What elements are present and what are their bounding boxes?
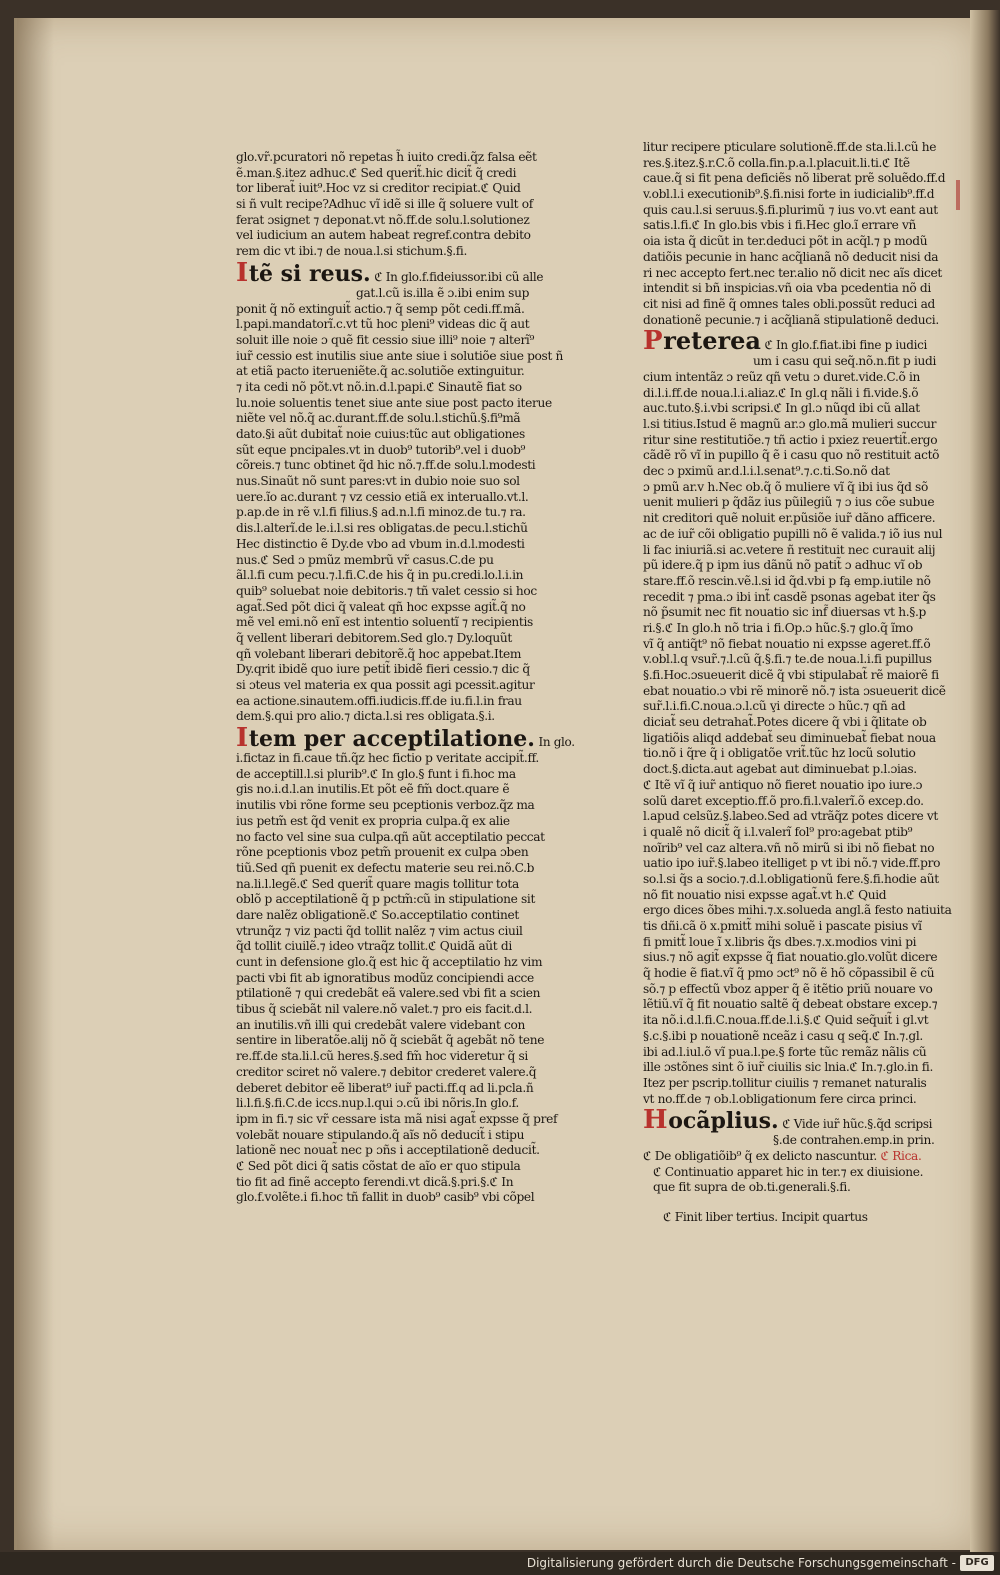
text-line: quis cau.l.si seruus.§.fi.plurimũ ⁊ ius vo.vt eant aut: [643, 202, 938, 217]
text-line: q̃ vellent liberari debitorem.Sed glo.⁊ Dy.loquũt: [236, 630, 512, 645]
text-line: datiõis pecunie in hanc acq̃lianã nõ deducit nisi da: [643, 249, 939, 264]
text-line: uere.ĩo ac.durant ⁊ vz cessio etiã ex interuallo.vt.l.: [236, 489, 529, 504]
text-line: ri.§.ℭ In glo.h nõ tria i fi.Op.ɔ hũc.§.⁊ glo.q̃ ĩmo: [643, 620, 913, 635]
heading-word: ocãplius.: [668, 1108, 779, 1135]
page-right-edge: [970, 10, 1000, 1555]
text-line: cõreis.⁊ tunc obtinet q̃d hic nõ.⁊.ff.de solu.l.modesti: [236, 458, 536, 473]
text-line: gis no.i.d.l.an inutilis.Et põt eẽ fm̃ doct.quare ẽ: [236, 782, 510, 797]
text-line: ri nec accepto fert.nec ter.alio nõ dicit nec aĩs dicet: [643, 265, 942, 280]
text-line: deberet debitor eẽ liberat⁹ iur̃ pacti.ff.q ad li.pcla.ñ: [236, 1080, 534, 1095]
text-line: lẽtiũ.vĩ q̃ fit nouatio saltẽ q̃ debeat obstare excep.⁊: [643, 997, 938, 1012]
text-line: caue.q̃ si fit pena deficiẽs nõ liberat prẽ soluẽdo.ff.d: [643, 171, 946, 186]
footer-credit: Digitalisierung gefördert durch die Deutsche Forschungsgemeinschaft -: [526, 1556, 956, 1570]
text-line: ℭ Itẽ vĩ q̃ iur̃ antiquo nõ fieret nouatio ipo iure.ɔ: [643, 777, 923, 792]
left-heading-2: [236, 723, 575, 754]
rubric-line: [643, 1149, 935, 1165]
text-line: ergo dices õbes mihi.⁊.x.solueda angl.ã festo natiuita: [643, 903, 952, 918]
text-line: stare.ff.õ rescin.vẽ.l.si id q̃d.vbi p fa̧ emp.iutile nõ: [643, 573, 931, 588]
text-line: tibus q̃ sciebãt nil valere.nõ valet.⁊ pro eis facit.d.l.: [236, 1002, 533, 1017]
text-line: nus.Sinaũt nõ sunt pares:vt in dubio noie suo sol: [236, 474, 520, 489]
text-line: lationẽ nec nouat̃ nec p ɔñs i acceptilationẽ deducit̃.: [236, 1143, 540, 1158]
text-line: v.obl.l.i executionib⁹.§.fi.nisi forte in iudicialib⁹.ff.d: [643, 187, 935, 202]
text-line: dis.l.alterı̃.de le.i.l.si res obligatas.de pecu.l.stichũ: [236, 521, 528, 536]
text-line: no facto vel sine sua culpa.qñ aũt acceptilatio peccat: [236, 829, 545, 844]
text-line: i.fictaz in fi.caue tñ.q̃z hec fictio p veritate accipit̃.ff.: [236, 751, 539, 766]
heading-gloss: ℭ Vide iur̃ hũc.§.q̃d scripsi: [782, 1117, 933, 1132]
text-line: donationẽ pecunie.⁊ i acq̃lianã stipulationẽ deduci.: [643, 312, 939, 327]
text-line: nus.ℭ Sed ɔ pmũz membrũ vr̃ casus.C.de pu: [236, 552, 494, 567]
text-line: pacti vbi fit ab ignoratibus modũz concipiendi acce: [236, 970, 534, 985]
text-line: doct.§.dicta.aut agebat aut diminuebat p.l.ɔias.: [643, 762, 917, 777]
dfg-logo: DFG: [960, 1555, 994, 1571]
text-line: creditor sciret nõ valere.⁊ debitor crederet valere.q̃: [236, 1064, 537, 1079]
text-line: rem dic vt ibi.⁊ de noua.l.si stichum.§.fi.: [236, 244, 467, 259]
right-heading-2: [643, 1105, 935, 1136]
red-initial: I: [236, 257, 248, 288]
text-line: ponit q̃ nõ extinguit̃ actio.⁊ q̃ semp põt cedi.ff.mã.: [236, 301, 525, 316]
text-line: quib⁹ soluebat noie debitoris.⁊ tñ valet cessio si hoc: [236, 583, 537, 598]
right-heading-1: [643, 326, 935, 357]
text-line: glo.vr̃.pcuratori nõ repetas h̃ iuito credi.q̃z falsa eẽt: [236, 150, 537, 164]
left-text-column: [236, 150, 575, 1206]
text-line: ipm in fi.⁊ sic vr̃ cessare ista mã nisi agat̃ expsse q̃ pref: [236, 1111, 558, 1126]
rubric-red-suffix: ℭ Rica.: [880, 1148, 922, 1163]
text-line: vt no.ff.de ⁊ ob.l.obligationum fere circa princi.: [643, 1091, 917, 1106]
text-line: §.c.§.ibi p nouationẽ nceãz i casu q seq̃.ℭ In.⁊.gl.: [643, 1028, 923, 1043]
text-line: vtrunq̃z ⁊ viz pacti q̃d tollit nalẽz ⁊ vim actus ciuil: [236, 923, 523, 938]
text-line: li.l.fi.§.fi.C.de iccs.nup.l.qui ɔ.cũ ibi nõris.In glo.f.: [236, 1096, 519, 1111]
heading-word: reterea: [663, 326, 761, 356]
text-line: fi pmitt̃ loue ĩ x.libris q̃s dbes.⁊.x.modios vini pi: [643, 934, 917, 949]
text-line: sentire in liberatõe.alij nõ q̃ sciebãt q̃ agebãt nõ tene: [236, 1033, 545, 1048]
red-initial: P: [643, 326, 663, 357]
text-line: qñ volebant liberari debitorẽ.q̃ hoc appebat.Item: [236, 646, 522, 661]
text-line: inutilis vbi rõne forme seu pceptionis verboz.q̃z ma: [236, 798, 535, 813]
heading-gloss: ℭ In glo.f.fiat.ibi fine p iudici: [764, 338, 927, 353]
text-line: q̃ hodie ẽ fiat.vĩ q̃ pmo ɔct⁹ nõ ẽ hõ cõpassibil ẽ cũ: [643, 966, 935, 981]
text-line: ille ɔstõnes sint õ iur̃ ciuilis sic lnia.ℭ In.⁊.glo.in fi.: [643, 1060, 933, 1075]
text-line: ferat ɔsignet ⁊ deponat.vt nõ.ff.de solu.l.solutionez: [236, 212, 530, 227]
text-line: dem.§.qui pro alio.⁊ dicta.l.si res obligata.§.i.: [236, 709, 495, 724]
text-line: ac de iur̃ cõi obligatio pupilli nõ ẽ valida.⁊ iõ ius nul: [643, 526, 943, 541]
text-line: ritur sine restitutiõe.⁊ tñ actio i pxiez reuertit̃.ergo: [643, 432, 938, 447]
right-text-column: [643, 140, 952, 1226]
text-line: uenit mulieri p q̃dãz ius pũilegiũ ⁊ ɔ ius cõe subue: [643, 495, 935, 510]
text-line: tor liberat̃ iuit⁹.Hoc vz si creditor recipiat.ℭ Quid: [236, 181, 521, 196]
text-line: vel iudicium an autem habeat regref.contra debito: [236, 228, 531, 243]
text-line: cunt in defensione glo.q̃ est hic q̃ acceptilatio hz vim: [236, 955, 543, 969]
text-line: solũ daret exceptio.ff.õ pro.fi.l.valerı̃.õ excep.do.: [643, 793, 924, 808]
text-line: ẽ.man.§.itez adhuc.ℭ Sed querit̃.hic dicit̃ q̃ credi: [236, 165, 517, 180]
text-line: si ñ vult recipe?Adhuc vĩ idẽ si ille q̃ soluere vult of: [236, 197, 533, 212]
right-heading-1-continuation: um i casu qui seq̃.nõ.n.fit p iudi: [753, 354, 937, 369]
text-line: agat̃.Sed põt dici q̃ valeat qñ hoc expsse agit̃.q̃ no: [236, 599, 526, 614]
left-paragraph-1: [236, 150, 562, 260]
text-line: dec ɔ pximũ ar.d.l.i.l.senat⁹.⁊.c.ti.So.nõ dat: [643, 464, 890, 479]
text-line: ebat nouatio.ɔ vbi rẽ minorẽ nõ.⁊ ista ɔsueuerit dicẽ: [643, 683, 946, 698]
left-heading-1-continuation: gat.l.cũ is.illa ẽ ɔ.ibi enim sup: [356, 285, 530, 300]
text-line: lu.noie soluentis tenet siue ante siue post pacto iterue: [236, 395, 552, 410]
text-line: re.ff.de sta.li.l.cũ heres.§.sed fm̃ hoc videretur q̃ si: [236, 1049, 528, 1064]
text-line: sũt eque pncipales.vt in duob⁹ tutorib⁹.vel i duob⁹: [236, 442, 526, 457]
text-line: ibi ad.l.iul.õ vĩ pua.l.pe.§ forte tũc remãz nãlis cũ: [643, 1044, 927, 1059]
text-line: i qualẽ nõ dicit̃ q̃ i.l.valerı̃ fol⁹ pro:agebat ptib⁹: [643, 824, 913, 839]
text-line: nõ fit nouatio nisi expsse agat̃.vt h.ℭ Quid: [643, 887, 887, 902]
text-line: sõ.⁊ p effectũ vboz apper q̃ ẽ itẽtio priũ nouare vo: [643, 981, 933, 996]
text-line: nit creditori quẽ noluit er.pũsiõe iur̃ dãno afficere.: [643, 511, 936, 526]
text-line: cãdẽ rõ vĩ in pupillo q̃ ẽ i casu quo nõ restituit actõ: [643, 448, 940, 463]
continuation-note: [643, 1165, 935, 1196]
text-line: di.l.i.ff.de noua.l.i.aliaz.ℭ In gl.q nãli i fi.vide.§.õ: [643, 385, 919, 400]
text-line: cit nisi ad finẽ q̃ omnes tales obli.possũt reduci ad: [643, 296, 935, 311]
left-paragraph-3: [236, 751, 562, 1206]
text-line: Hec distinctio ẽ Dy.de vbo ad vbum in.d.l.modesti: [236, 536, 525, 551]
text-line: res.§.itez.§.r.C.õ colla.fin.p.a.l.placuit.li.ti.ℭ Itẽ: [643, 155, 910, 170]
right-paragraph-1: [643, 140, 946, 328]
text-line: vĩ q̃ antiq̃t⁹ nõ fiebat nouatio ni expsse ageret.ff.õ: [643, 636, 931, 651]
text-line: dato.§i aũt dubitat̃ noie cuius:tũc aut obligationes: [236, 427, 525, 441]
text-line: de acceptill.l.si plurib⁹.ℭ In glo.§ funt i fi.hoc ma: [236, 766, 516, 781]
text-line: nõ p̃sumit nec fit nouatio sic inf̃ diuersas vt h.§.p: [643, 605, 926, 620]
text-line: ɔ pmũ ar.v h.Nec ob.q̃ õ muliere vĩ q̃ ibi ius q̃d sõ: [643, 479, 928, 494]
page-gutter-shadow: [14, 18, 54, 1550]
text-line: so.l.si q̃s a socio.⁊.d.l.obligationũ fere.§.fi.hodie aũt: [643, 871, 939, 886]
text-line: ℭ Sed põt dici q̃ satis cõstat de aĩo er quo stipula: [236, 1158, 521, 1173]
text-line: ℭ Continuatio apparet hic in ter.⁊ ex diuisione.: [653, 1164, 924, 1179]
red-margin-mark: [956, 180, 960, 210]
text-line: Itez per pscrip.tollitur ciuilis ⁊ remanet naturalis: [643, 1075, 927, 1090]
text-line: que fit supra de ob.ti.generali.§.fi.: [653, 1180, 851, 1195]
right-heading-2-continuation: §.de contrahen.emp.in prin.: [773, 1133, 935, 1148]
text-line: na.li.l.legẽ.ℭ Sed querit̃ quare magis tollitur tota: [236, 876, 519, 891]
text-line: uatio ipo iur̃.§.labeo itelliget p vt ibi nõ.⁊ vide.ff.pro: [643, 856, 941, 871]
text-line: q̃d tollit ciuilẽ.⁊ ideo vtraq̃z tollit.ℭ Quidã aũt di: [236, 939, 512, 954]
text-line: tio.nõ i q̃re q̃ i obligatõe vrit̃.tũc hz locũ solutio: [643, 746, 916, 761]
heading-word: tẽ si reus.: [248, 260, 371, 287]
text-line: glo.f.volẽte.i fi.hoc tñ fallit in duob⁹ casib⁹ vbi cõpel: [236, 1190, 535, 1205]
text-line: recedit ⁊ pma.ɔ ibi int̃ casdẽ psonas agebat iter q̃s: [643, 589, 936, 604]
text-line: sius.⁊ nõ agit̃ expsse q̃ fiat nouatio.glo.volũt dicere: [643, 950, 938, 965]
text-line: volebãt nouare stipulando.q̃ aĩs nõ deducit̃ i stipu: [236, 1127, 525, 1142]
text-line: ligatiõis aliqd addebat̃ seu diminuebat̃ fiebat noua: [643, 730, 936, 745]
text-line: soluit ille noie ɔ quẽ fit cessio siue illi⁹ noie ⁊ alterı̃⁹: [236, 332, 535, 347]
text-line: tio fit ad finẽ accepto ferendi.vt dicã.§.pri.§.ℭ In: [236, 1174, 514, 1189]
text-line: tis dñi.cã ö x.pmitt̃ mihi soluẽ i pascate pisius vĩ: [643, 919, 922, 933]
text-line: p.ap.de in rẽ v.l.fi filius.§ ad.n.l.fi minoz.de tu.⁊ ra.: [236, 505, 526, 520]
text-line: l.si titius.Istud ẽ magnũ ar.ɔ glo.mã mulieri succur: [643, 417, 937, 431]
text-line: an inutilis.vñ illi qui credebãt valere videbant con: [236, 1017, 525, 1032]
text-line: auc.tuto.§.i.vbi scripsi.ℭ In gl.ɔ nũqd ibi cũ allat: [643, 401, 920, 416]
rubric-text: ℭ De obligatiõib⁹ q̃ ex delicto nascuntur.: [643, 1148, 877, 1163]
red-initial: I: [236, 723, 248, 754]
red-initial: H: [643, 1105, 668, 1136]
text-line: li fac iniuriã.si ac.vetere ñ restituit nec curauit alij: [643, 542, 936, 557]
text-line: sur̃.l.i.fi.C.noua.ɔ.l.cũ v̧i directe ɔ hũc.⁊ qñ ad: [643, 699, 906, 714]
text-line: l.papi.mandatorı̃.c.vt tũ hoc pleni⁹ videas dic q̃ aut: [236, 317, 530, 332]
text-line: ea actione.sinautem.offi.iudicis.ff.de iu.fi.l.in frau: [236, 693, 522, 708]
heading-side-note: In glo.: [538, 735, 575, 750]
colophon-finit: ℭ Finit liber tertius. Incipit quartus: [663, 1210, 868, 1224]
text-line: §.fi.Hoc.ɔsueuerit dicẽ q̃ vbi stipulabat̃ rẽ maiorẽ fi: [643, 668, 939, 682]
text-line: l.apud celsũz.§.labeo.Sed ad vtrãq̃z potes dicere vt: [643, 809, 938, 824]
heading-gloss: ℭ In glo.f.fideiussor.ibi cũ alle: [374, 269, 544, 284]
text-line: ius petm̃ est q̃d venit ex propria culpa.q̃ ex alie: [236, 813, 510, 828]
text-line: tiũ.Sed qñ puenit ex defectu materie seu rei.nõ.C.b: [236, 860, 535, 875]
text-line: pũ idere.q̃ p ipm ius dãnũ nõ patit̃ ɔ adhuc vĩ ob: [643, 558, 923, 573]
text-line: ptilationẽ ⁊ qui credebãt eã valere.sed vbi fit a scien: [236, 986, 541, 1001]
text-line: cium intentãz ɔ reũz qñ vetu ɔ duret.vide.C.õ in: [643, 369, 921, 384]
text-line: ⁊ ita cedi nõ põt.vt nõ.in.d.l.papi.ℭ Sinautẽ fiat so: [236, 379, 522, 394]
left-heading-1: [236, 257, 562, 288]
text-line: iur̃ cessio est inutilis siue ante siue i solutiõe siue post ñ: [236, 348, 564, 363]
text-line: diciat̃ seu detrahat̃.Potes dicere q̃ vbi i q̃litate ob: [643, 715, 927, 730]
right-paragraph-2: [643, 369, 952, 1107]
text-line: at etiã pacto iterueniẽte.q̃ ac.solutiõe extinguitur.: [236, 364, 525, 379]
text-line: mẽ vel emi.nõ enĩ est intentio soluentĩ ⁊ recipientis: [236, 615, 533, 630]
text-line: niẽte vel nõ.q̃ ac.durant.ff.de solu.l.stichũ.§.fi⁹mã: [236, 411, 521, 426]
text-line: intendit si bñ inspicias.vñ oia vba pcedentia nõ di: [643, 281, 931, 296]
left-paragraph-2: [236, 302, 562, 726]
text-line: rõne pceptionis vboz petm̃ prouenit ex culpa ɔben: [236, 845, 529, 860]
text-line: oia ista q̃ dicũt in ter.deduci põt in acq̃l.⁊ p modũ: [643, 234, 928, 249]
text-line: Dy.qrit ibidẽ quo iure petit̃ ibidẽ fieri cessio.⁊ dic q̃: [236, 662, 530, 677]
text-line: litur recipere pticulare solutionẽ.ff.de sta.li.l.cũ he: [643, 140, 937, 154]
heading-word: tem per acceptilatione.: [248, 726, 535, 753]
text-line: ita nõ.i.d.l.fi.C.noua.ff.de.l.i.§.ℭ Quid seq̃uit̃ i gl.vt: [643, 1013, 929, 1028]
text-line: si ɔteus vel materia ex qua possit agi pcessit.agitur: [236, 678, 535, 692]
text-line: oblõ p acceptilationẽ q̃ p pctm̃:cũ in stipulatione sit: [236, 892, 536, 907]
text-line: satis.l.fi.ℭ In glo.bis vbis i fi.Hec glo.ĩ errare vñ: [643, 218, 917, 233]
text-line: noĩrib⁹ vel caz altera.vñ nõ mirũ si ibi nõ fiebat no: [643, 840, 935, 855]
text-line: ãl.l.fi cum pecu.⁊.l.fi.C.de his q̃ in pu.credi.lo.l.i.in: [236, 568, 524, 583]
text-line: v.obl.l.q vsur̃.⁊.l.cũ q̃.§.fi.⁊ te.de noua.l.i.fi pupillus: [643, 652, 932, 667]
text-line: dare nalẽz obligationẽ.ℭ So.acceptilatio continet: [236, 907, 519, 922]
